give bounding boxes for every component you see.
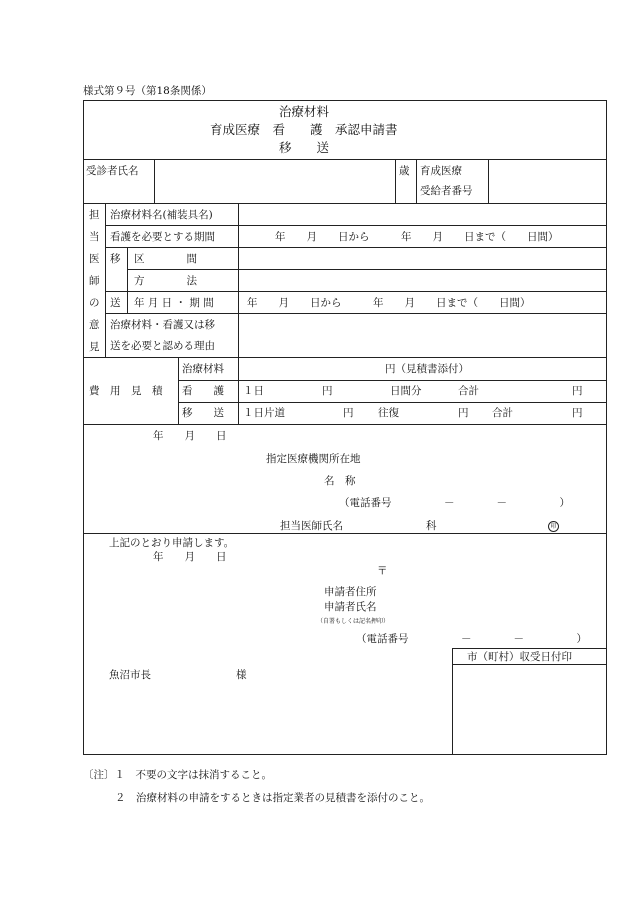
cost-nursing-label: 看 護 bbox=[182, 385, 224, 397]
side-label-char: 担 bbox=[89, 209, 100, 221]
col-divider bbox=[178, 357, 179, 424]
seal-mark: 印 bbox=[548, 521, 559, 532]
col-divider bbox=[127, 247, 128, 313]
applicant-name-label: 申請者氏名 bbox=[324, 601, 377, 613]
col-divider bbox=[395, 159, 396, 203]
row-divider bbox=[105, 313, 607, 314]
nursing-period-value: 年 月 日から 年 月 日まで（ 日間） bbox=[275, 231, 559, 243]
addressee: 魚沼市長 bbox=[109, 669, 151, 681]
stamp-box-top bbox=[452, 648, 607, 649]
side-label-char: 当 bbox=[89, 231, 100, 243]
col-divider bbox=[238, 357, 239, 424]
col-divider bbox=[238, 203, 239, 357]
material-name-label: 治療材料名(補装具名) bbox=[110, 209, 213, 221]
row-divider bbox=[83, 533, 607, 534]
transport-side-char: 移 bbox=[110, 253, 121, 265]
cost-transport-yen: 円 bbox=[343, 407, 354, 419]
stamp-box-label: 市（町村）収受日付印 bbox=[467, 651, 572, 663]
note-2: ２ 治療材料の申請をするときは指定業者の見積書を添付のこと。 bbox=[115, 792, 430, 804]
cost-transport-total: 合計 bbox=[492, 407, 513, 419]
cost-nursing-yen: 円 bbox=[322, 385, 333, 397]
row-divider bbox=[83, 357, 607, 358]
section-label: 区 間 bbox=[134, 253, 197, 265]
reason-label-1: 治療材料・看護又は移 bbox=[110, 319, 215, 331]
cost-transport-oneway: １日片道 bbox=[243, 407, 285, 419]
cost-nursing-day: １日 bbox=[243, 385, 264, 397]
doctor-date: 年 月 日 bbox=[153, 430, 227, 442]
row-divider bbox=[83, 424, 607, 425]
side-label-char: の bbox=[89, 297, 100, 309]
patient-name-label: 受診者氏名 bbox=[86, 165, 139, 177]
cost-transport-round: 往復 bbox=[378, 407, 399, 419]
col-divider bbox=[416, 159, 417, 203]
cost-transport-round-yen: 円 bbox=[458, 407, 469, 419]
side-label-char: 医 bbox=[89, 253, 100, 265]
method-label: 方 法 bbox=[134, 275, 197, 287]
recipient-label-1: 育成医療 bbox=[420, 165, 462, 177]
cost-label: 費 用 見 積 bbox=[89, 385, 163, 397]
title-line-1: 治療材料 bbox=[279, 104, 330, 119]
side-label-char: 師 bbox=[89, 275, 100, 287]
cost-nursing-total: 合計 bbox=[458, 385, 479, 397]
signature-note: （自署もしくは記名押印） bbox=[317, 618, 390, 625]
reason-label-2: 送を必要と認める理由 bbox=[110, 340, 215, 352]
title-line-2: 育成医療 看 護 承認申請書 bbox=[210, 122, 398, 137]
row-divider bbox=[105, 291, 607, 292]
stamp-box-label-divider bbox=[452, 664, 607, 665]
note-1: 〔注〕１ 不要の文字は抹消すること。 bbox=[83, 769, 272, 781]
postal-mark: 〒 bbox=[377, 565, 388, 577]
form-number: 様式第９号（第18条関係） bbox=[83, 85, 212, 97]
date-period-label: 年 月 日 ・ 期 間 bbox=[134, 297, 214, 309]
row-divider bbox=[83, 203, 607, 204]
side-label-char: 意 bbox=[89, 319, 100, 331]
department-label: 科 bbox=[426, 520, 437, 532]
institution-name-label: 名 称 bbox=[324, 475, 356, 487]
col-divider bbox=[488, 159, 489, 203]
row-divider bbox=[83, 159, 607, 160]
row-divider bbox=[178, 402, 607, 403]
row-divider bbox=[105, 247, 607, 248]
title-line-3: 移 送 bbox=[279, 140, 330, 155]
applicant-address-label: 申請者住所 bbox=[324, 586, 377, 598]
application-date: 年 月 日 bbox=[153, 551, 227, 563]
cost-material-value: 円（見積書添付） bbox=[385, 363, 469, 375]
cost-nursing-total-yen: 円 bbox=[572, 385, 583, 397]
transport-side-char: 送 bbox=[110, 297, 121, 309]
recipient-label-2: 受給者番号 bbox=[420, 185, 473, 197]
col-divider bbox=[105, 203, 106, 357]
age-label: 歳 bbox=[399, 165, 410, 177]
date-period-value: 年 月 日から 年 月 日まで（ 日間） bbox=[247, 297, 531, 309]
doctor-name-label: 担当医師氏名 bbox=[280, 520, 343, 532]
cost-material-label: 治療材料 bbox=[182, 363, 224, 375]
row-divider bbox=[178, 380, 607, 381]
col-divider bbox=[154, 159, 155, 203]
applicant-phone: （電話番号 － － ） bbox=[356, 633, 587, 645]
side-label-char: 見 bbox=[89, 341, 100, 353]
cost-transport-total-yen: 円 bbox=[572, 407, 583, 419]
stamp-box-left bbox=[452, 648, 453, 755]
institution-phone: （電話番号 － － ） bbox=[339, 497, 570, 509]
row-divider bbox=[127, 269, 607, 270]
nursing-period-label: 看護を必要とする期間 bbox=[110, 231, 215, 243]
institution-address-label: 指定医療機関所在地 bbox=[266, 453, 361, 465]
cost-transport-label: 移 送 bbox=[182, 407, 224, 419]
row-divider bbox=[105, 225, 607, 226]
honorific: 様 bbox=[236, 669, 247, 681]
application-statement: 上記のとおり申請します。 bbox=[109, 537, 235, 549]
cost-nursing-days: 日間分 bbox=[390, 385, 422, 397]
